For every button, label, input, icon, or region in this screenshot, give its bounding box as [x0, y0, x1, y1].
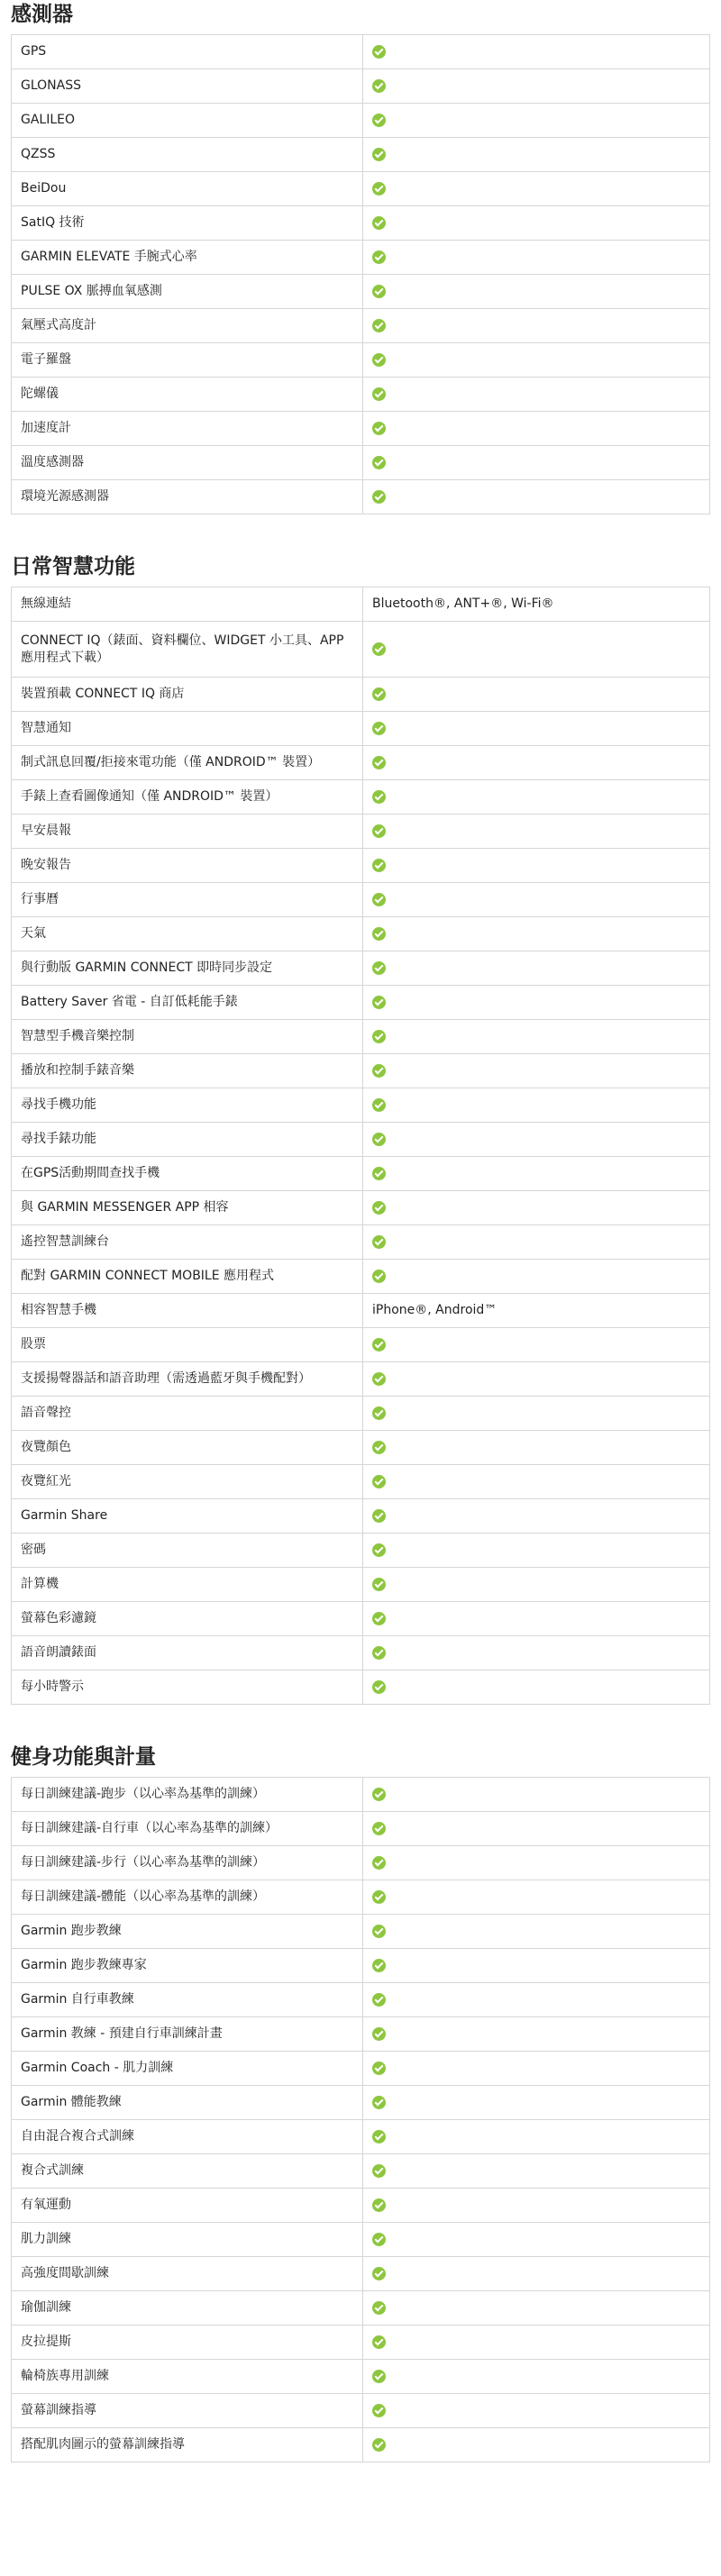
check-icon [372, 2062, 386, 2075]
feature-label: 語音朗讀錶面 [12, 1636, 363, 1670]
feature-label: 在GPS活動期間查找手機 [12, 1157, 363, 1191]
table-row [12, 1602, 710, 1636]
table-row [12, 2052, 710, 2086]
check-icon [372, 1475, 386, 1488]
table-row [12, 1949, 710, 1983]
feature-value [363, 917, 710, 951]
spec-table [11, 34, 710, 514]
feature-value [363, 1915, 710, 1949]
feature-label: 螢幕色彩濾鏡 [12, 1602, 363, 1636]
check-icon [372, 387, 386, 401]
feature-label: QZSS [12, 138, 363, 172]
table-row [12, 1431, 710, 1465]
feature-label: 每小時警示 [12, 1670, 363, 1705]
check-icon [372, 216, 386, 230]
section-title: 日常智慧功能 [11, 555, 135, 578]
check-icon [372, 1030, 386, 1043]
check-icon [372, 456, 386, 469]
feature-value [363, 206, 710, 241]
check-icon [372, 1441, 386, 1454]
feature-label: 與 GARMIN MESSENGER APP 相容 [12, 1191, 363, 1225]
feature-label: 早安晨報 [12, 815, 363, 849]
feature-value [363, 412, 710, 446]
feature-value [363, 1499, 710, 1534]
feature-label: 語音聲控 [12, 1397, 363, 1431]
feature-value [363, 1670, 710, 1705]
feature-label: 行事曆 [12, 883, 363, 917]
table-row [12, 1362, 710, 1397]
check-icon [372, 1406, 386, 1420]
table-row [12, 780, 710, 815]
feature-label: 尋找手機功能 [12, 1088, 363, 1123]
check-icon [372, 893, 386, 906]
table-row [12, 1123, 710, 1157]
feature-label: 肌力訓練 [12, 2223, 363, 2257]
table-row [12, 849, 710, 883]
feature-label: 陀螺儀 [12, 378, 363, 412]
feature-value [363, 622, 710, 678]
feature-label: 複合式訓練 [12, 2154, 363, 2189]
feature-label: GALILEO [12, 104, 363, 138]
check-icon [372, 353, 386, 367]
table-row [12, 622, 710, 678]
check-icon [372, 1680, 386, 1694]
feature-value-text: Bluetooth®, ANT+®, Wi-Fi® [372, 596, 554, 611]
table-row [12, 1191, 710, 1225]
feature-value [363, 1880, 710, 1915]
feature-label: 配對 GARMIN CONNECT MOBILE 應用程式 [12, 1260, 363, 1294]
feature-value [363, 951, 710, 986]
table-row [12, 1020, 710, 1054]
feature-value [363, 480, 710, 514]
feature-value [363, 2120, 710, 2154]
check-icon [372, 45, 386, 59]
feature-label: 有氧運動 [12, 2189, 363, 2223]
feature-label: Garmin 體能教練 [12, 2086, 363, 2120]
table-row [12, 712, 710, 746]
feature-label: PULSE OX 脈搏血氧感測 [12, 275, 363, 309]
feature-value [363, 378, 710, 412]
check-icon [372, 859, 386, 872]
feature-label: 股票 [12, 1328, 363, 1362]
table-row [12, 815, 710, 849]
feature-value [363, 35, 710, 69]
check-icon [372, 490, 386, 504]
check-icon [372, 1993, 386, 2007]
feature-value [363, 69, 710, 104]
table-row [12, 1499, 710, 1534]
check-icon [372, 1822, 386, 1835]
table-row [12, 1328, 710, 1362]
table-row [12, 1983, 710, 2017]
feature-value [363, 2223, 710, 2257]
table-row [12, 986, 710, 1020]
feature-value [363, 2154, 710, 2189]
feature-label: 裝置預載 CONNECT IQ 商店 [12, 678, 363, 712]
table-row [12, 412, 710, 446]
table-row [12, 206, 710, 241]
check-icon [372, 961, 386, 975]
feature-value [363, 1294, 710, 1328]
table-row [12, 2394, 710, 2428]
feature-value [363, 1157, 710, 1191]
feature-label: Garmin 教練 - 預建自行車訓練計畫 [12, 2017, 363, 2052]
feature-label: 電子羅盤 [12, 343, 363, 378]
check-icon [372, 1646, 386, 1660]
table-row [12, 480, 710, 514]
check-icon [372, 148, 386, 161]
feature-label: 每日訓練建議-步行（以心率為基準的訓練） [12, 1846, 363, 1880]
table-row [12, 2017, 710, 2052]
table-row [12, 1846, 710, 1880]
check-icon [372, 1338, 386, 1352]
table-row [12, 1534, 710, 1568]
feature-value [363, 2189, 710, 2223]
feature-label: 皮拉提斯 [12, 2326, 363, 2360]
feature-label: 加速度計 [12, 412, 363, 446]
feature-value [363, 1431, 710, 1465]
table-row [12, 883, 710, 917]
feature-value [363, 780, 710, 815]
check-icon [372, 2438, 386, 2452]
check-icon [372, 1098, 386, 1112]
feature-value [363, 678, 710, 712]
check-icon [372, 996, 386, 1009]
feature-value [363, 2326, 710, 2360]
feature-value [363, 1225, 710, 1260]
check-icon [372, 1509, 386, 1523]
table-row [12, 35, 710, 69]
feature-label: 支援揚聲器話和語音助理（需透過藍牙與手機配對） [12, 1362, 363, 1397]
feature-value [363, 1088, 710, 1123]
table-row [12, 2326, 710, 2360]
feature-value [363, 883, 710, 917]
table-row [12, 1812, 710, 1846]
check-icon [372, 2027, 386, 2041]
feature-label: 智慧通知 [12, 712, 363, 746]
check-icon [372, 2096, 386, 2109]
table-row [12, 1397, 710, 1431]
feature-value [363, 1054, 710, 1088]
table-row [12, 1915, 710, 1949]
table-row [12, 104, 710, 138]
feature-label: 螢幕訓練指導 [12, 2394, 363, 2428]
check-icon [372, 824, 386, 838]
feature-label: 溫度感測器 [12, 446, 363, 480]
feature-value [363, 2257, 710, 2291]
feature-value [363, 343, 710, 378]
table-row [12, 587, 710, 622]
feature-label: 每日訓練建議-跑步（以心率為基準的訓練） [12, 1778, 363, 1812]
check-icon [372, 1235, 386, 1249]
feature-label: 天氣 [12, 917, 363, 951]
spec-table [11, 1777, 710, 2462]
table-row [12, 1670, 710, 1705]
feature-label: 計算機 [12, 1568, 363, 1602]
feature-label: 氣壓式高度計 [12, 309, 363, 343]
check-icon [372, 1578, 386, 1591]
table-row [12, 746, 710, 780]
feature-label: Garmin 自行車教練 [12, 1983, 363, 2017]
table-row [12, 2223, 710, 2257]
table-row [12, 1157, 710, 1191]
feature-label: GARMIN ELEVATE 手腕式心率 [12, 241, 363, 275]
check-icon [372, 2267, 386, 2280]
spec-section [11, 552, 710, 1705]
table-row [12, 275, 710, 309]
table-row [12, 69, 710, 104]
feature-label: Garmin Share [12, 1499, 363, 1534]
feature-value [363, 746, 710, 780]
feature-label: 夜覽顏色 [12, 1431, 363, 1465]
feature-value [363, 172, 710, 206]
feature-label: BeiDou [12, 172, 363, 206]
feature-label: Garmin 跑步教練專家 [12, 1949, 363, 1983]
table-row [12, 241, 710, 275]
feature-label: Garmin 跑步教練 [12, 1915, 363, 1949]
table-row [12, 1088, 710, 1123]
feature-value [363, 1534, 710, 1568]
feature-label: 高強度間歇訓練 [12, 2257, 363, 2291]
table-row [12, 378, 710, 412]
table-row [12, 172, 710, 206]
feature-value [363, 2291, 710, 2326]
section-spacer [11, 1705, 710, 1743]
check-icon [372, 1959, 386, 1972]
check-icon [372, 1890, 386, 1904]
table-row [12, 1260, 710, 1294]
feature-label: 每日訓練建議-體能（以心率為基準的訓練） [12, 1880, 363, 1915]
feature-label: 輪椅族專用訓練 [12, 2360, 363, 2394]
feature-value [363, 138, 710, 172]
check-icon [372, 2130, 386, 2144]
feature-label: GLONASS [12, 69, 363, 104]
section-title: 感測器 [11, 3, 73, 26]
table-row [12, 2189, 710, 2223]
table-row [12, 1225, 710, 1260]
feature-value [363, 104, 710, 138]
feature-label: 尋找手錶功能 [12, 1123, 363, 1157]
feature-label: 智慧型手機音樂控制 [12, 1020, 363, 1054]
table-row [12, 2086, 710, 2120]
table-row [12, 678, 710, 712]
check-icon [372, 2198, 386, 2212]
spec-section [11, 1743, 710, 2462]
feature-value [363, 309, 710, 343]
feature-value-text: iPhone®, Android™ [372, 1303, 497, 1317]
table-row [12, 138, 710, 172]
check-icon [372, 1201, 386, 1215]
feature-label: 手錶上查看圖像通知（僅 ANDROID™ 裝置） [12, 780, 363, 815]
feature-value [363, 849, 710, 883]
feature-value [363, 2394, 710, 2428]
check-icon [372, 1788, 386, 1801]
feature-value [363, 2086, 710, 2120]
check-icon [372, 2164, 386, 2178]
feature-label: SatIQ 技術 [12, 206, 363, 241]
table-row [12, 2428, 710, 2462]
check-icon [372, 285, 386, 298]
feature-value [363, 1983, 710, 2017]
table-row [12, 309, 710, 343]
section-spacer [11, 514, 710, 552]
check-icon [372, 182, 386, 196]
spec-table [11, 587, 710, 1705]
feature-value [363, 446, 710, 480]
table-row [12, 1778, 710, 1812]
feature-label: 無線連結 [12, 587, 363, 622]
feature-value [363, 1465, 710, 1499]
feature-value [363, 1020, 710, 1054]
feature-label: CONNECT IQ（錶面、資料欄位、WIDGET 小工具、APP 應用程式下載） [12, 622, 363, 678]
table-row [12, 343, 710, 378]
table-row [12, 1294, 710, 1328]
check-icon [372, 2301, 386, 2315]
check-icon [372, 790, 386, 804]
check-icon [372, 1612, 386, 1625]
table-row [12, 1636, 710, 1670]
check-icon [372, 1270, 386, 1283]
feature-value [363, 1362, 710, 1397]
check-icon [372, 1064, 386, 1078]
check-icon [372, 722, 386, 735]
feature-label: 夜覽紅光 [12, 1465, 363, 1499]
check-icon [372, 422, 386, 435]
check-icon [372, 1925, 386, 1938]
table-row [12, 2257, 710, 2291]
table-row [12, 446, 710, 480]
check-icon [372, 1543, 386, 1557]
table-row [12, 951, 710, 986]
table-row [12, 2360, 710, 2394]
feature-label: Garmin Coach - 肌力訓練 [12, 2052, 363, 2086]
feature-value [363, 2052, 710, 2086]
feature-value [363, 275, 710, 309]
feature-value [363, 1191, 710, 1225]
feature-value [363, 1846, 710, 1880]
feature-value [363, 712, 710, 746]
table-row [12, 1465, 710, 1499]
feature-label: 搭配肌肉圖示的螢幕訓練指導 [12, 2428, 363, 2462]
feature-value [363, 2428, 710, 2462]
check-icon [372, 1167, 386, 1180]
table-row [12, 2120, 710, 2154]
feature-value [363, 1636, 710, 1670]
spec-section [11, 0, 710, 514]
section-title: 健身功能與計量 [11, 1745, 156, 1769]
feature-value [363, 986, 710, 1020]
check-icon [372, 250, 386, 264]
feature-value [363, 1328, 710, 1362]
feature-value [363, 241, 710, 275]
table-row [12, 2154, 710, 2189]
feature-value [363, 1123, 710, 1157]
feature-label: GPS [12, 35, 363, 69]
check-icon [372, 687, 386, 701]
check-icon [372, 319, 386, 332]
feature-value [363, 1397, 710, 1431]
feature-label: 環境光源感測器 [12, 480, 363, 514]
feature-value [363, 1778, 710, 1812]
check-icon [372, 1133, 386, 1146]
feature-label: 與行動版 GARMIN CONNECT 即時同步設定 [12, 951, 363, 986]
feature-label: 播放和控制手錶音樂 [12, 1054, 363, 1088]
feature-value [363, 815, 710, 849]
feature-label: Battery Saver 省電 - 自訂低耗能手錶 [12, 986, 363, 1020]
check-icon [372, 756, 386, 769]
table-row [12, 1568, 710, 1602]
feature-value [363, 1568, 710, 1602]
check-icon [372, 927, 386, 941]
feature-label: 自由混合複合式訓練 [12, 2120, 363, 2154]
feature-label: 遙控智慧訓練台 [12, 1225, 363, 1260]
feature-value [363, 2017, 710, 2052]
check-icon [372, 642, 386, 656]
feature-value [363, 1260, 710, 1294]
check-icon [372, 2404, 386, 2417]
feature-value [363, 587, 710, 622]
feature-value [363, 2360, 710, 2394]
feature-value [363, 1812, 710, 1846]
table-row [12, 2291, 710, 2326]
check-icon [372, 2370, 386, 2383]
feature-value [363, 1602, 710, 1636]
check-icon [372, 114, 386, 127]
check-icon [372, 2233, 386, 2246]
check-icon [372, 79, 386, 93]
check-icon [372, 1372, 386, 1386]
table-row [12, 1880, 710, 1915]
feature-label: 晚安報告 [12, 849, 363, 883]
feature-label: 制式訊息回覆/拒接來電功能（僅 ANDROID™ 裝置） [12, 746, 363, 780]
table-row [12, 917, 710, 951]
check-icon [372, 1856, 386, 1870]
feature-label: 每日訓練建議-自行車（以心率為基準的訓練） [12, 1812, 363, 1846]
check-icon [372, 2335, 386, 2349]
table-row [12, 1054, 710, 1088]
feature-label: 相容智慧手機 [12, 1294, 363, 1328]
feature-value [363, 1949, 710, 1983]
feature-label: 瑜伽訓練 [12, 2291, 363, 2326]
feature-label: 密碼 [12, 1534, 363, 1568]
